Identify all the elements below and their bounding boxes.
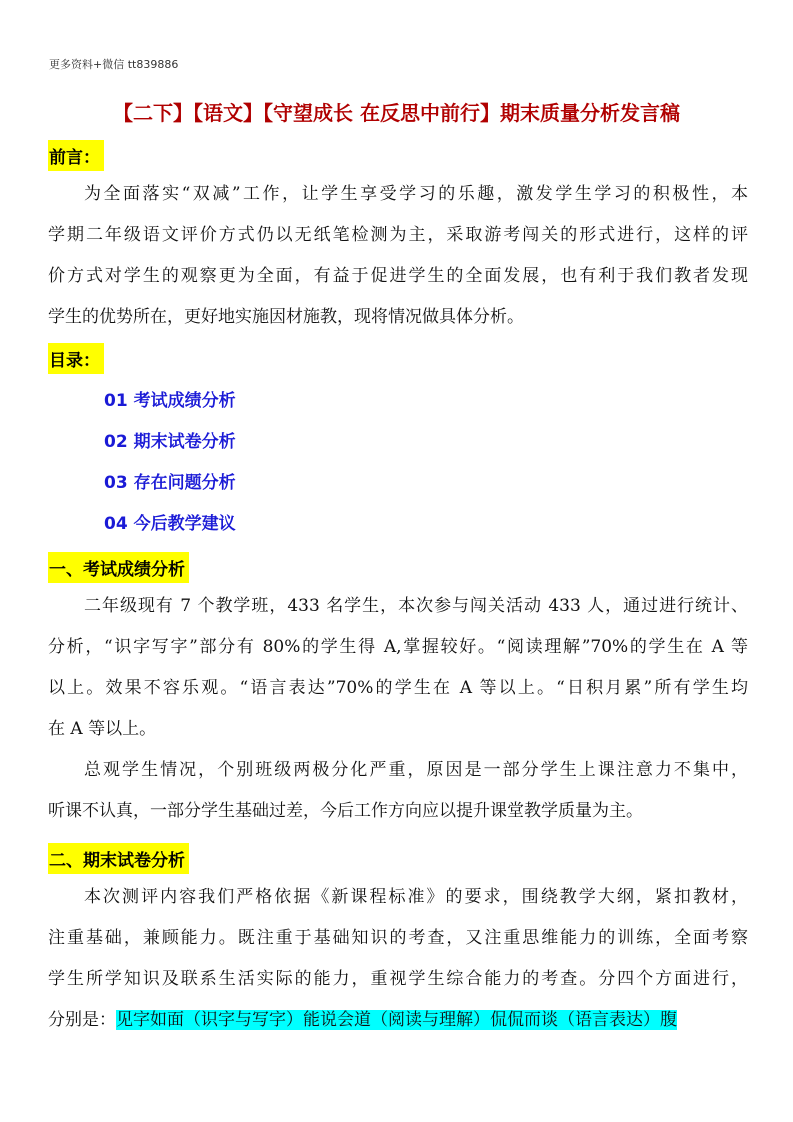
text-line: 学生的优势所在，更好地实施因材施教，现将情况做具体分析。: [48, 307, 524, 327]
toc-item-3[interactable]: 03 存在问题分析: [104, 473, 236, 493]
highlighted-text: 见字如面（识字与写字）能说会道（阅读与理解）侃侃而谈（语言表达）腹: [116, 1010, 677, 1030]
section2-heading: 二、期末试卷分析: [48, 843, 189, 874]
text-line-with-highlight: [48, 1000, 748, 1041]
text-line: 学期二年级语文评价方式仍以无纸笔检测为主，采取游考闯关的形式进行，这样的评: [48, 225, 748, 245]
section1-heading: 一、考试成绩分析: [48, 552, 189, 583]
text-line: 价方式对学生的观察更为全面，有益于促进学生的全面发展，也有利于我们教者发现: [48, 266, 748, 286]
text-line: 注重基础，兼顾能力。既注重于基础知识的考查，又注重思维能力的训练，全面考察: [48, 928, 748, 948]
document-title: 【二下】【语文】【守望成长 在反思中前行】期末质量分析发言稿: [113, 101, 680, 125]
text-line: 二年级现有 7 个教学班，433 名学生，本次参与闯关活动 433 人，通过进行统计、: [84, 596, 748, 616]
text-line: 分析，“识字写字”部分有 80%的学生得 A,掌握较好。“阅读理解”70%的学生在 A 等: [48, 637, 748, 657]
toc-item-4[interactable]: 04 今后教学建议: [104, 514, 236, 534]
toc-label: 目录：: [48, 343, 104, 374]
section1-paragraph-1: [48, 586, 748, 750]
preface-paragraph: [48, 174, 748, 338]
section1-paragraph-2: [48, 750, 748, 832]
line-prefix: 分别是：: [48, 1010, 116, 1030]
text-line: 总观学生情况，个别班级两极分化严重，原因是一部分学生上课注意力不集中，: [84, 760, 748, 780]
preface-label: 前言：: [48, 140, 104, 171]
text-line: 为全面落实“双减”工作，让学生享受学习的乐趣，激发学生学习的积极性，本: [84, 184, 748, 204]
header-note: 更多资料+微信 tt839886: [49, 58, 179, 71]
section2-paragraph: [48, 877, 748, 1041]
text-line: 听课不认真，一部分学生基础过差，今后工作方向应以提升课堂教学质量为主。: [48, 801, 643, 821]
toc-item-2[interactable]: 02 期末试卷分析: [104, 432, 236, 452]
text-line: 学生所学知识及联系生活实际的能力，重视学生综合能力的考查。分四个方面进行，: [48, 969, 748, 989]
text-line: 本次测评内容我们严格依据《新课程标准》的要求，围绕教学大纲，紧扣教材，: [84, 887, 748, 907]
text-line: 在 A 等以上。: [48, 719, 157, 739]
table-of-contents: [104, 389, 236, 553]
text-line: 以上。效果不容乐观。“语言表达”70%的学生在 A 等以上。“日积月累”所有学生均: [48, 678, 748, 698]
toc-item-1[interactable]: 01 考试成绩分析: [104, 391, 236, 411]
